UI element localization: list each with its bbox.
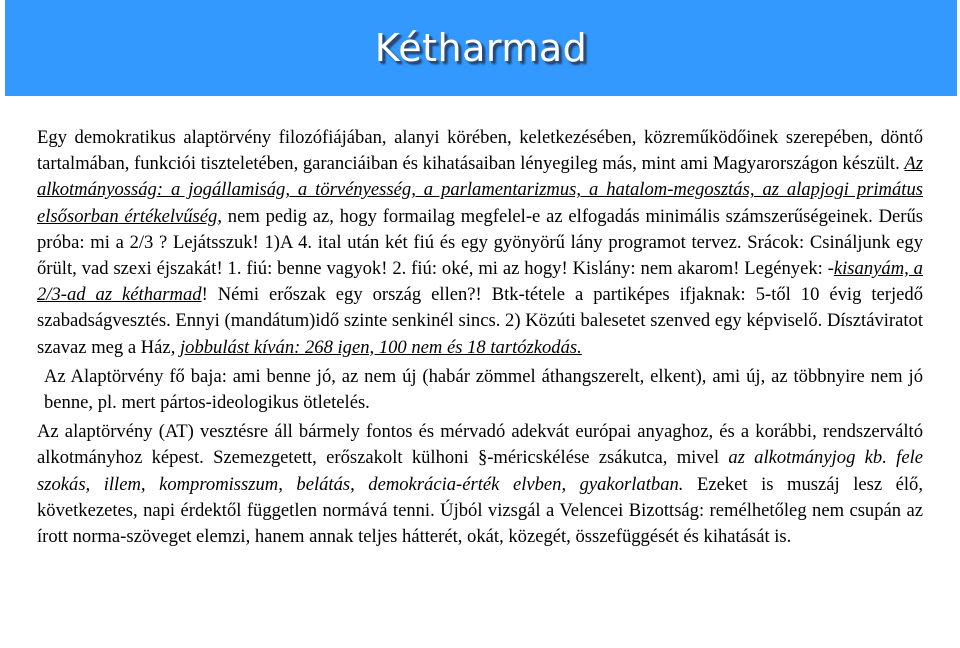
title-bar — [5, 0, 957, 96]
paragraph-1 — [37, 125, 923, 361]
p1-italic-quote: kisanyám, a 2/3-ad az kétharmad — [37, 258, 923, 306]
p1-italic-vote: jobbulást kíván: 268 igen, 100 nem és 18 tartózkodás. — [180, 336, 582, 358]
p3-italic: az alkotmányjog kb. fele szokás, illem, kompromisszum, belátás, demokrácia-érték elvben, gyakorlatban. — [37, 447, 923, 495]
p3-text-1: Az alaptörvény (AT) vesztésre áll bármely fontos és mérvadó adekvát európai anyaghoz, és a korábbi, rendszerváltó alkotmányhoz képest. Szemezgetett, erőszakolt külhoni §-méricskélése zsákutca, mivel — [37, 421, 923, 469]
p1-text-1: Egy demokratikus alaptörvény filozófiájában, alanyi körében, keletkezésében, közreműködőinek szerepében, döntő tartalmában, funkciói tiszteletében, garanciáiban és kihatásaiban lényegileg más, mint ami Magyarországon készült. — [37, 127, 923, 175]
paragraph-3 — [37, 419, 923, 550]
p3-text-2: Ezeket is muszáj lesz élő, következetes, napi érdektől független normává tenni. Újból vizsgál a Velencei Bizottság: remélhetőleg nem csupán az írott norma-szöveget elemzi, hanem annak teljes hátterét, okát, közegét, összefüggését és kihatását is. — [37, 473, 923, 548]
p1-text-3: ! Némi erőszak egy ország ellen?! Btk-tétele a partiképes ifjaknak: 5-től 10 évig terjedő szabadságvesztés. Ennyi (mandátum)idő szinte senkinél sincs. 2) Közúti balesetet szenved egy képviselő. Dísztáviratot szavaz meg a Ház, — [37, 284, 923, 358]
paragraph-2 — [37, 364, 923, 416]
slide-title: Kétharmad — [374, 26, 588, 70]
slide-body — [37, 125, 923, 550]
p2-text: Az Alaptörvény fő baja: ami benne jó, az nem új (habár zömmel áthangszerelt, elkent), ami új, az többnyire nem jó benne, pl. mert pártos-ideologikus ötletelés. — [44, 365, 923, 414]
p1-italic-definition: Az alkotmányosság: a jogállamiság, a törvényesség, a parlamentarizmus, a hatalom-megosztás, az alapjogi primátus elsősorban értékelvűség — [37, 153, 923, 227]
p1-text-2: , nem pedig az, hogy formailag megfelel-e az elfogadás minimális számszerűségeinek. Derűs próba: mi a 2/3 ? Lejátsszuk! 1)A 4. ital után két fiú és egy gyönyörű lány programot tervez. Srácok: Csináljunk egy őrült, vad szexi éjszakát! 1. fiú: benne vagyok! 2. fiú: oké, mi az hogy! Kislány: nem akarom! Legények: - — [37, 205, 923, 280]
